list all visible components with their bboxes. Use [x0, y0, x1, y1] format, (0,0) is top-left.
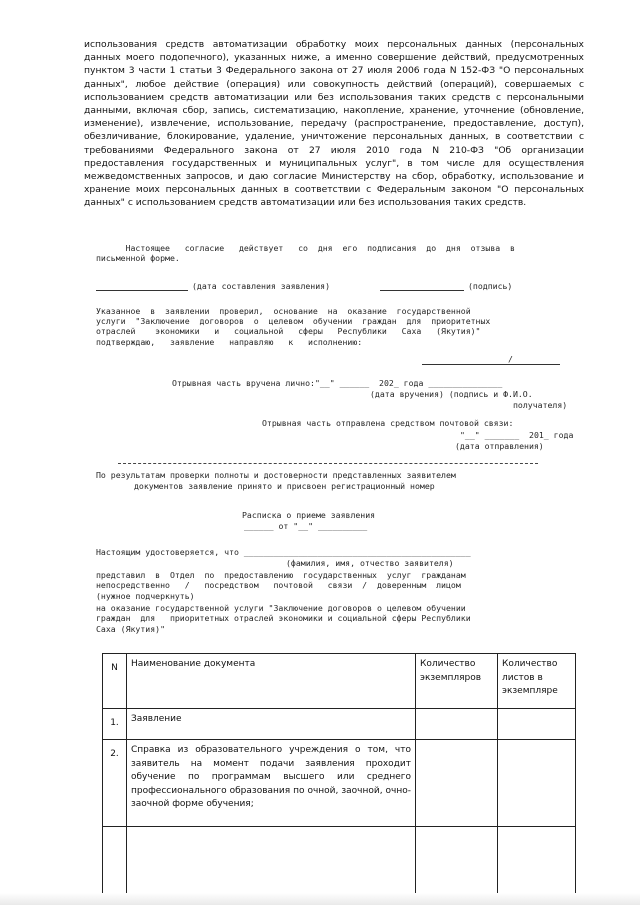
row-number: 2. — [103, 740, 127, 827]
certify-line-5: на оказание государственной услуги "Заключение договоров о целевом обучении — [96, 603, 466, 613]
verified-line-3: отраслей экономики и социальной сферы Республики Саха (Якутия)" — [96, 326, 481, 336]
row-sheets-cell — [498, 709, 576, 740]
validity-line-2: письменной форме. — [96, 253, 180, 263]
consent-paragraph: использования средств автоматизации обработку моих персональных данных (персональных данных моего подопечного), указанных ниже, а именно совершение действий, предусмотренных пунктом 3 части 1 статьи 3 Федерального закона от 27 июля 2006 года N 152-ФЗ "О персональных данных", любое действие (операция) или совокупность действий (операций), совершаемых с использованием средств автоматизации или без использования таких средств с персональными данными, включая сбор, запись, систематизацию, накопление, хранение, уточнение (обновление, изменение), извлечение, использование, передачу (распространение, предоставление, доступ), обезличивание, блокирование, удаление, уничтожение персональных данных, в соответствии с требованиями Федерального закона от 27 июля 2010 года N 210-ФЗ "Об организации предоставления государственных и муниципальных услуг", в том числе для осуществления межведомственных запросов, и даю согласие Министерству на сбор, обработку, использование и хранение моих персональных данных в соответствии с Федеральным законом "О персональных данных" с использованием средств автоматизации или без использования таких средств. — [84, 39, 584, 209]
tearoff-mailed-date: "__" _______ 201_ года — [460, 430, 574, 440]
table-header-row — [103, 654, 576, 709]
row-document-name: Справка из образовательного учреждения о том, что заявитель на момент подачи заявления проходит обучение по программам высшего или среднего профессионального образования по очной, заочной, очно-заочной форме обучения; — [127, 740, 416, 827]
row-sheets-cell — [498, 740, 576, 827]
check-line-2: документов заявление принято и присвоен регистрационный номер — [134, 481, 435, 491]
signature-caption: (подпись) — [468, 281, 513, 291]
certify-line-4: (нужное подчеркнуть) — [96, 591, 195, 601]
tearoff-handed-line: Отрывная часть вручена лично:"__" ______ 202_ года _______________ — [172, 378, 503, 388]
date-caption: (дата составления заявления) — [192, 281, 331, 291]
row-number: 1. — [103, 709, 127, 740]
header-document-name: Наименование документа — [127, 654, 416, 709]
applicant-name-caption: (фамилия, имя, отчество заявителя) — [286, 558, 454, 568]
receipt-number-line: ______ от "__" __________ — [244, 521, 368, 531]
scan-bottom-edge — [0, 893, 640, 905]
certify-line-7: Саха (Якутия)" — [96, 624, 166, 634]
tearoff-mailed-caption: (дата отправления) — [455, 441, 544, 451]
certify-line-2: представил в Отдел по предоставлению государственных услуг гражданам — [96, 570, 466, 580]
header-copies: Количество экземпляров — [416, 654, 498, 709]
verified-line-2: услуги "Заключение договоров о целевом обучении граждан для приоритетных — [96, 316, 491, 326]
header-number: N — [103, 654, 127, 709]
tearoff-mailed-line: Отрывная часть отправлена средством почтовой связи: — [262, 418, 514, 428]
check-line-1: По результатам проверки полноты и достоверности представленных заявителем — [96, 470, 456, 480]
row-document-name: Заявление — [127, 709, 416, 740]
certify-line-3: непосредственно / посредством почтовой связи / доверенным лицом — [96, 580, 461, 590]
documents-table — [102, 653, 576, 905]
row-copies-cell — [416, 740, 498, 827]
executor-signature-underline — [422, 364, 560, 365]
table-row — [103, 709, 576, 740]
validity-line-1: Настоящее согласие действует со дня его подписания до дня отзыва в — [96, 243, 515, 253]
tearoff-handed-caption-2: получателя) — [513, 400, 568, 410]
receipt-title: Расписка о приеме заявления — [242, 510, 376, 520]
table-row — [103, 740, 576, 827]
signature-underline — [380, 290, 464, 291]
tear-off-dashed-line — [118, 463, 538, 464]
header-sheets: Количество листов в экземпляре — [498, 654, 576, 709]
certify-line-1: Настоящим удостоверяется, что ______________________________________________ — [96, 547, 471, 557]
certify-line-6: граждан для приоритетных отраслей экономики и социальной сферы Республики — [96, 613, 471, 623]
tearoff-handed-caption: (дата вручения) (подпись и Ф.И.О. — [370, 389, 533, 399]
executor-slash: / — [508, 354, 513, 364]
row-copies-cell — [416, 709, 498, 740]
date-underline — [96, 290, 188, 291]
verified-line-1: Указанное в заявлении проверил, основание на оказание государственной — [96, 306, 471, 316]
verified-line-4: подтверждаю, заявление направляю к исполнению: — [96, 337, 363, 347]
